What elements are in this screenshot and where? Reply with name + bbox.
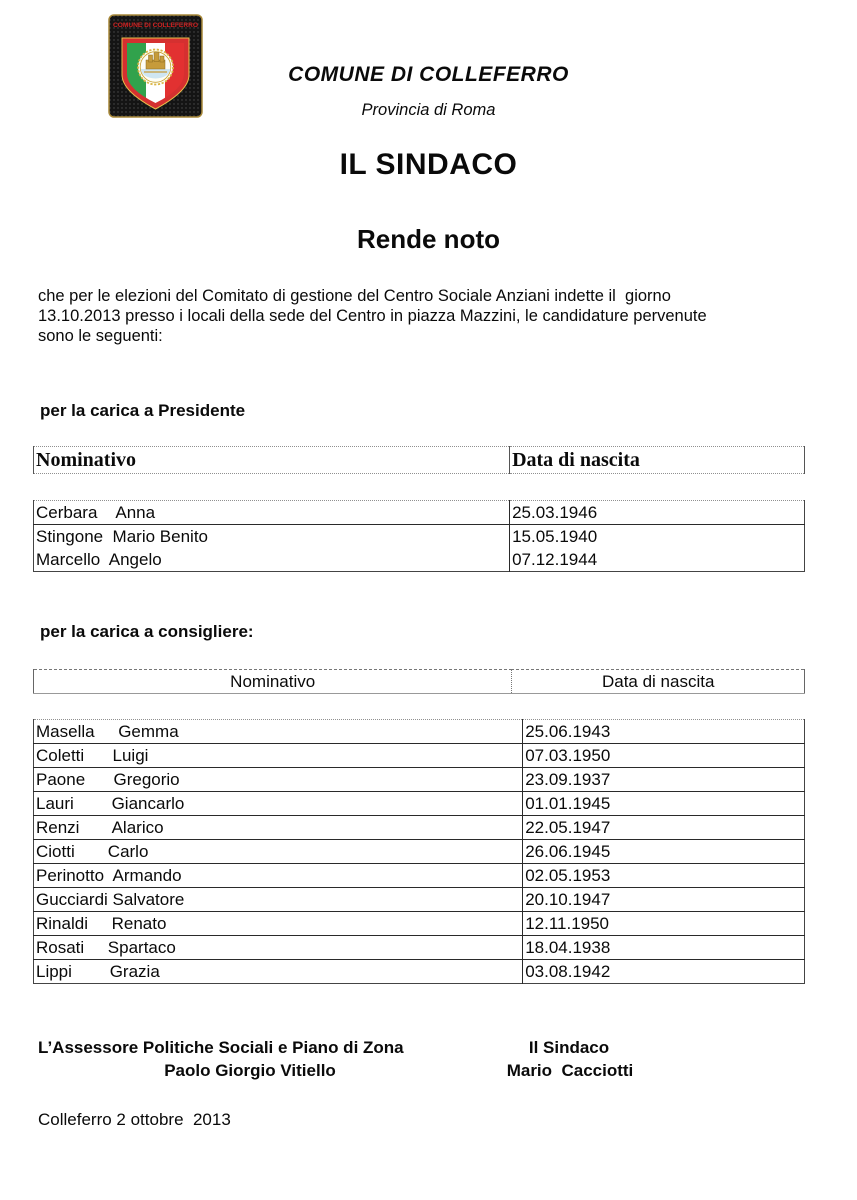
candidate-name-cell: Masella Gemma <box>34 720 523 744</box>
assessor-signature-name: Paolo Giorgio Vitiello <box>164 1061 336 1080</box>
president-table-header <box>33 446 805 474</box>
header-row <box>34 670 805 694</box>
candidate-row <box>34 548 805 572</box>
candidate-row <box>34 864 805 888</box>
dob-column-header: Data di nascita <box>512 448 640 471</box>
candidate-dob-cell: 25.03.1946 <box>510 501 805 525</box>
intro-line-1: che per le elezioni del Comitato di gestione del Centro Sociale Anziani indette il giorno <box>38 287 671 305</box>
candidate-name-cell: Lauri Giancarlo <box>34 792 523 816</box>
candidate-name-cell: Marcello Angelo <box>34 548 510 572</box>
name-column-header: Nominativo <box>34 447 510 474</box>
candidate-dob-cell: 15.05.1940 <box>512 526 598 546</box>
candidate-row <box>34 744 805 768</box>
candidate-row <box>34 525 805 549</box>
candidate-name-cell: Rinaldi Renato <box>34 912 523 936</box>
candidate-row <box>34 912 805 936</box>
candidate-row <box>34 792 805 816</box>
intro-line-2: 13.10.2013 presso i locali della sede del Centro in piazza Mazzini, le candidature pervenute <box>38 307 707 325</box>
mayor-signature-name: Mario Cacciotti <box>506 1061 634 1080</box>
candidate-row <box>34 936 805 960</box>
candidate-name-cell: Stingone Mario Benito <box>34 525 510 549</box>
candidate-name-cell: Coletti Luigi <box>34 744 523 768</box>
province-subtitle: Provincia di Roma <box>361 101 496 119</box>
candidate-row <box>34 888 805 912</box>
candidate-dob-cell: 25.06.1943 <box>523 720 805 744</box>
candidate-name-cell: Perinotto Armando <box>34 864 523 888</box>
candidate-name-cell: Ciotti Carlo <box>34 840 523 864</box>
president-candidates-table <box>33 500 805 572</box>
intro-line-3: sono le seguenti: <box>38 327 163 345</box>
candidate-dob-cell: 12.11.1950 <box>523 912 805 936</box>
mayor-signature-title: Il Sindaco <box>528 1038 610 1057</box>
candidate-dob-cell: 02.05.1953 <box>523 864 805 888</box>
candidate-dob-cell: 07.12.1944 <box>512 549 598 569</box>
dateline: Colleferro 2 ottobre 2013 <box>38 1110 231 1129</box>
candidate-dob-cell: 03.08.1942 <box>525 961 611 981</box>
dob-column-header: Data di nascita <box>601 671 715 691</box>
municipality-title: COMUNE DI COLLEFERRO <box>288 63 569 86</box>
candidate-dob-cell: 20.10.1947 <box>523 888 805 912</box>
candidate-row <box>34 501 805 525</box>
candidate-row <box>34 960 805 984</box>
candidate-row <box>34 840 805 864</box>
logo-banner-text: COMUNE DI COLLEFERRO <box>113 22 198 29</box>
name-column-header: Nominativo <box>34 670 512 694</box>
candidate-name-cell: Renzi Alarico <box>34 816 523 840</box>
candidate-name-cell: Paone Gregorio <box>34 768 523 792</box>
candidate-name-cell: Cerbara Anna <box>34 501 510 525</box>
candidate-dob-cell: 18.04.1938 <box>523 936 805 960</box>
candidate-dob-cell: 01.01.1945 <box>523 792 805 816</box>
candidate-name-cell: Gucciardi Salvatore <box>34 888 523 912</box>
candidate-dob-cell: 26.06.1945 <box>523 840 805 864</box>
candidate-row <box>34 816 805 840</box>
candidate-name-cell: Lippi Grazia <box>34 960 523 984</box>
president-section-heading: per la carica a Presidente <box>40 401 246 420</box>
candidate-name-cell: Rosati Spartaco <box>34 936 523 960</box>
assessor-signature-title: L’Assessore Politiche Sociali e Piano di Zona <box>38 1038 404 1057</box>
candidate-dob-cell: 22.05.1947 <box>523 816 805 840</box>
rende-noto-heading: Rende noto <box>357 224 500 254</box>
councillor-table-header <box>33 669 805 694</box>
candidate-row <box>34 720 805 744</box>
candidate-row <box>34 768 805 792</box>
councillor-section-heading: per la carica a consigliere: <box>40 622 254 641</box>
header-row <box>34 447 805 474</box>
intro-paragraph <box>38 286 824 346</box>
candidate-dob-cell: 07.03.1950 <box>523 744 805 768</box>
candidate-dob-cell: 23.09.1937 <box>523 768 805 792</box>
sindaco-heading: IL SINDACO <box>339 148 518 181</box>
councillor-candidates-table <box>33 719 805 984</box>
